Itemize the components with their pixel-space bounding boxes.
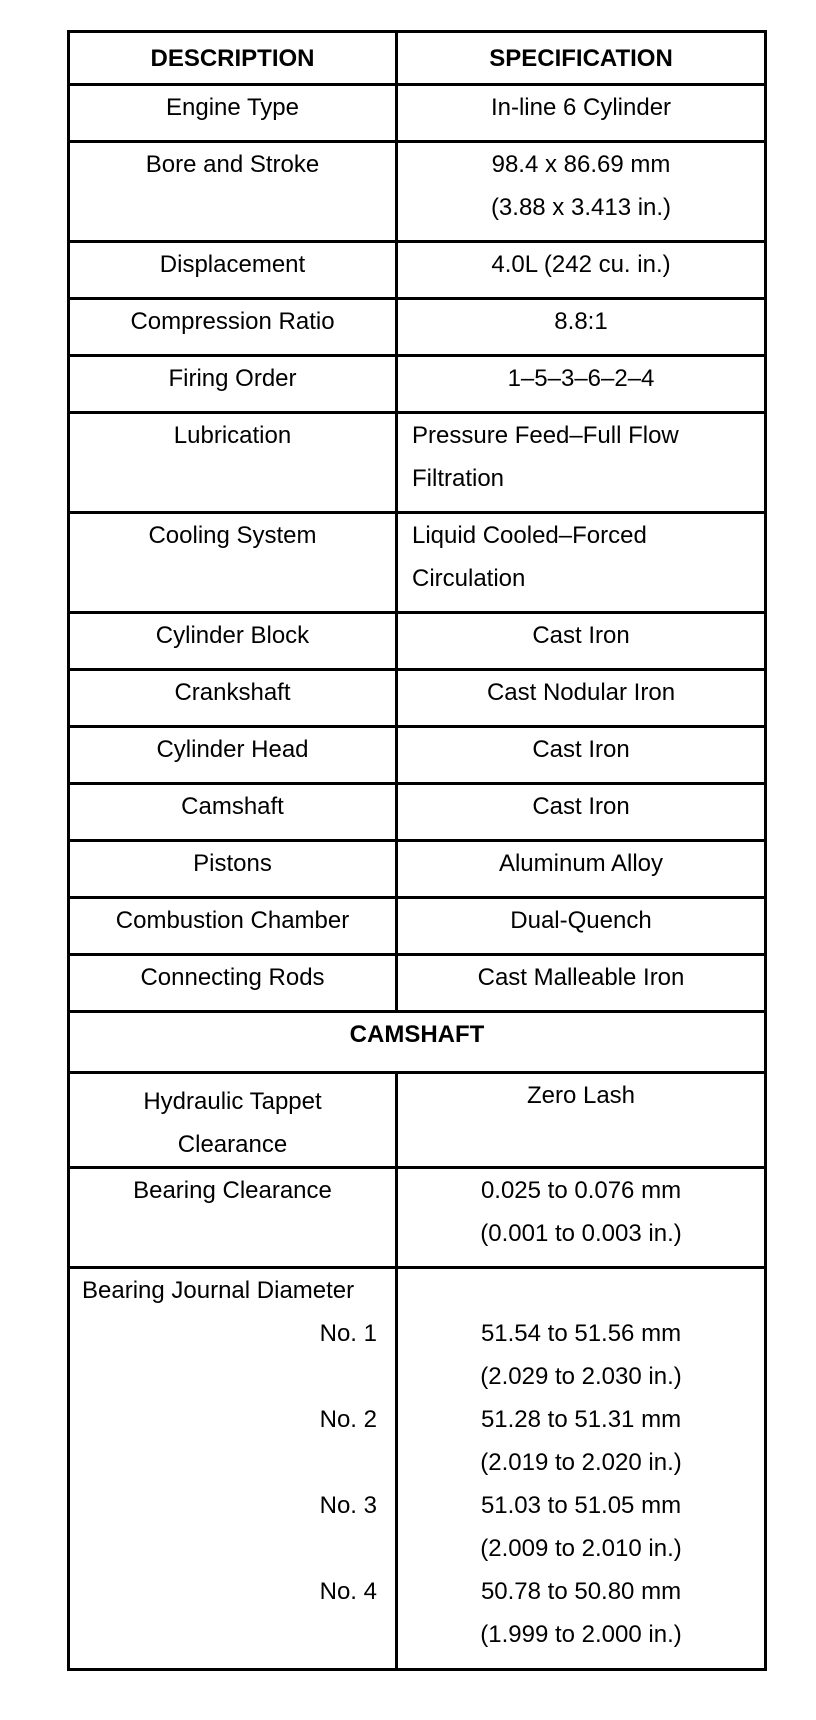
row-specification: 4.0L (242 cu. in.) [397,242,766,299]
row-specification: 1–5–3–6–2–4 [397,356,766,413]
table-row [69,142,766,242]
table-row [69,299,766,356]
row-description: Combustion Chamber [69,898,397,955]
spec-line: Liquid Cooled–Forced [412,522,647,549]
spec-line: 51.54 to 51.56 mm [480,1320,682,1347]
row-specification: Cast Iron [397,727,766,784]
row-description [69,1073,397,1168]
row-description: Firing Order [69,356,397,413]
row-description: Engine Type [69,85,397,142]
table-row [69,898,766,955]
table-row [69,1073,766,1168]
row-description: Connecting Rods [69,955,397,1012]
table-row [69,727,766,784]
spec-line: 98.4 x 86.69 mm [491,151,671,178]
row-specification: Cast Iron [397,613,766,670]
row-specification: Dual-Quench [397,898,766,955]
row-description: Displacement [69,242,397,299]
row-specification: Zero Lash [397,1073,766,1168]
spec-line: (2.029 to 2.030 in.) [480,1363,682,1390]
row-specification: In-line 6 Cylinder [397,85,766,142]
desc-line: Hydraulic Tappet [143,1088,322,1115]
spec-line: (3.88 x 3.413 in.) [490,194,672,221]
row-specification: Aluminum Alloy [397,841,766,898]
journal-heading: Bearing Journal Diameter [82,1277,355,1304]
table-row [69,413,766,513]
header-specification: SPECIFICATION [397,32,766,85]
row-description: Compression Ratio [69,299,397,356]
spec-line: (2.009 to 2.010 in.) [480,1535,682,1562]
spec-line: Filtration [412,465,505,492]
spec-line: Circulation [412,565,526,592]
header-description: DESCRIPTION [69,32,397,85]
table-row [69,242,766,299]
section-header-row [69,1012,766,1073]
spec-line: 0.025 to 0.076 mm [480,1177,682,1204]
row-specification: 8.8:1 [397,299,766,356]
spec-line: (1.999 to 2.000 in.) [480,1621,682,1648]
table-row [69,513,766,613]
table-row [69,784,766,841]
journal-number: No. 4 [319,1578,377,1605]
header-row [69,32,766,85]
row-description: Crankshaft [69,670,397,727]
row-specification [397,513,766,613]
spec-line: 51.28 to 51.31 mm [480,1406,682,1433]
row-description: Bearing Clearance [69,1168,397,1268]
journal-number: No. 1 [319,1320,377,1347]
row-description: Cooling System [69,513,397,613]
row-specification: Cast Iron [397,784,766,841]
row-description: Cylinder Head [69,727,397,784]
row-description: Pistons [69,841,397,898]
row-specification [397,142,766,242]
table-row [69,670,766,727]
desc-line: Clearance [177,1131,288,1158]
row-specification: Cast Nodular Iron [397,670,766,727]
table-row [69,356,766,413]
spec-line: (0.001 to 0.003 in.) [480,1220,682,1247]
journal-row [69,1268,766,1670]
row-description: Cylinder Block [69,613,397,670]
table-row [69,955,766,1012]
row-description: Bore and Stroke [69,142,397,242]
spec-table [67,30,767,1671]
spec-line: Pressure Feed–Full Flow [412,422,679,449]
table-row [69,841,766,898]
row-specification [397,1168,766,1268]
table-row [69,1168,766,1268]
journal-specification [397,1268,766,1670]
row-description: Lubrication [69,413,397,513]
spec-line: 50.78 to 50.80 mm [480,1578,682,1605]
spec-line: 51.03 to 51.05 mm [480,1492,682,1519]
journal-number: No. 2 [319,1406,377,1433]
row-specification [397,413,766,513]
table-row [69,85,766,142]
table-row [69,613,766,670]
row-specification: Cast Malleable Iron [397,955,766,1012]
journal-number: No. 3 [319,1492,377,1519]
spec-line: (2.019 to 2.020 in.) [480,1449,682,1476]
section-title: CAMSHAFT [69,1012,766,1073]
journal-description [69,1268,397,1670]
row-description: Camshaft [69,784,397,841]
